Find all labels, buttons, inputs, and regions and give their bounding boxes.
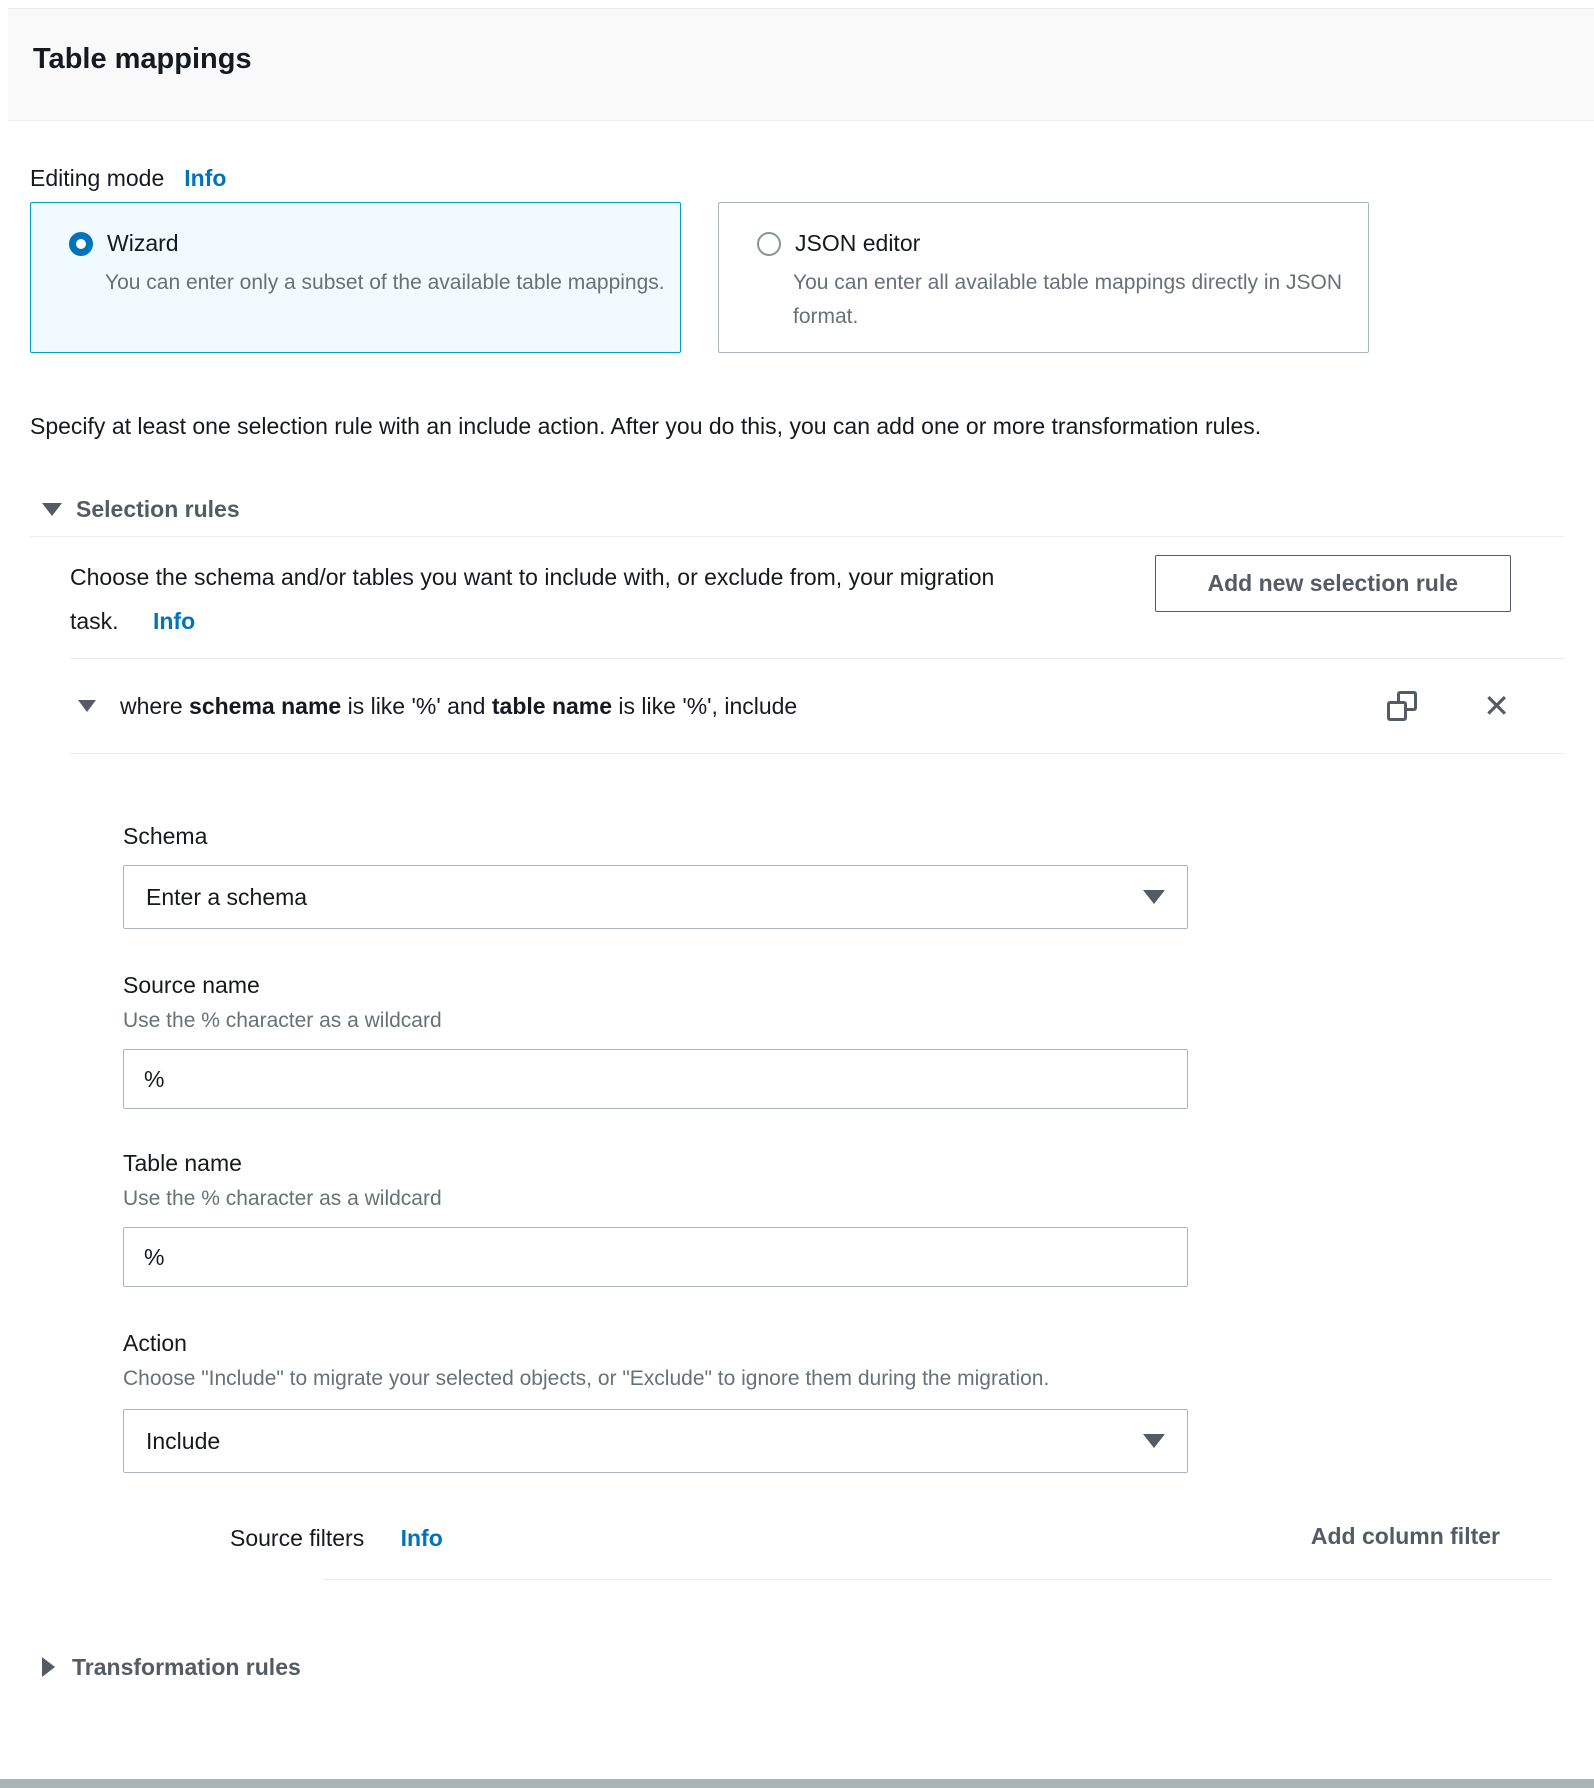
selection-rules-intro-row [30,555,1564,643]
json-editor-label: JSON editor [795,230,921,256]
wizard-radio-tile[interactable] [30,202,681,353]
source-filters-info-link[interactable]: Info [400,1525,443,1551]
close-icon: ✕ [1483,688,1510,724]
transformation-rules-title: Transformation rules [72,1654,301,1680]
transformation-rules-header[interactable] [42,1652,1564,1682]
divider [70,753,1564,754]
selection-rule-form [30,822,1564,1580]
selection-rules-description: Choose the schema and/or tables you want to include with, or exclude from, your migration task. [70,564,995,634]
json-editor-tile-head [757,230,1368,257]
table-name-hint: Use the % character as a wildcard [123,1187,442,1210]
divider [30,536,1564,537]
json-editor-radio-tile[interactable] [718,202,1369,353]
add-column-filter-button[interactable]: Add column filter [1310,1523,1500,1549]
action-select-value: Include [146,1427,221,1454]
wizard-label: Wizard [107,230,179,256]
dropdown-arrow-icon [1143,890,1165,904]
editing-mode-info-link[interactable]: Info [184,165,227,191]
editing-mode-tiles [30,202,1564,353]
caret-right-icon [42,1657,55,1677]
source-name-input[interactable] [123,1049,1188,1109]
caret-down-icon [42,503,62,516]
schema-select[interactable] [123,865,1188,929]
source-name-label: Source name [123,972,260,998]
selection-rules-title: Selection rules [76,496,240,522]
selection-rules-header[interactable] [42,494,1564,524]
selection-rules-description-wrap [70,555,1040,643]
editing-mode-label: Editing mode [30,165,165,191]
rule-summary: where schema name is like '%' and table name is like '%', include [120,693,798,719]
intro-text: Specify at least one selection rule with an include action. After you do this, you can add one or more transformation rules. [30,413,1262,439]
editing-mode-row [30,165,1564,191]
selection-rules-info-link[interactable]: Info [152,608,196,634]
source-filters-row [123,1523,1564,1553]
selection-rule-header[interactable] [30,659,1564,753]
table-mappings-panel [0,165,1594,1682]
copy-icon [1387,691,1417,721]
source-filters-label: Source filters [230,1525,365,1551]
add-selection-rule-button[interactable]: Add new selection rule [1155,555,1512,612]
panel-header [8,8,1594,121]
table-name-label: Table name [123,1150,242,1176]
source-name-hint: Use the % character as a wildcard [123,1009,442,1032]
wizard-tile-head [69,230,680,257]
wizard-description: You can enter only a subset of the available table mappings. [105,271,665,294]
dropdown-arrow-icon [1143,1434,1165,1448]
table-name-input[interactable] [123,1227,1188,1287]
caret-down-icon [78,700,96,712]
action-hint: Choose "Include" to migrate your selected objects, or "Exclude" to ignore them during the migration. [123,1367,1050,1390]
radio-unselected-icon[interactable] [757,232,781,256]
radio-selected-icon[interactable] [69,232,93,256]
schema-label: Schema [123,823,208,849]
duplicate-rule-button[interactable] [1387,691,1417,721]
footer-bar [0,1779,1594,1788]
action-select[interactable] [123,1409,1188,1473]
remove-rule-button[interactable] [1483,690,1510,722]
page-title: Table mappings [33,43,252,75]
json-editor-description: You can enter all available table mappings directly in JSON format. [793,271,1343,328]
schema-select-value: Enter a schema [146,883,308,910]
action-label: Action [123,1330,187,1356]
divider [323,1579,1552,1580]
